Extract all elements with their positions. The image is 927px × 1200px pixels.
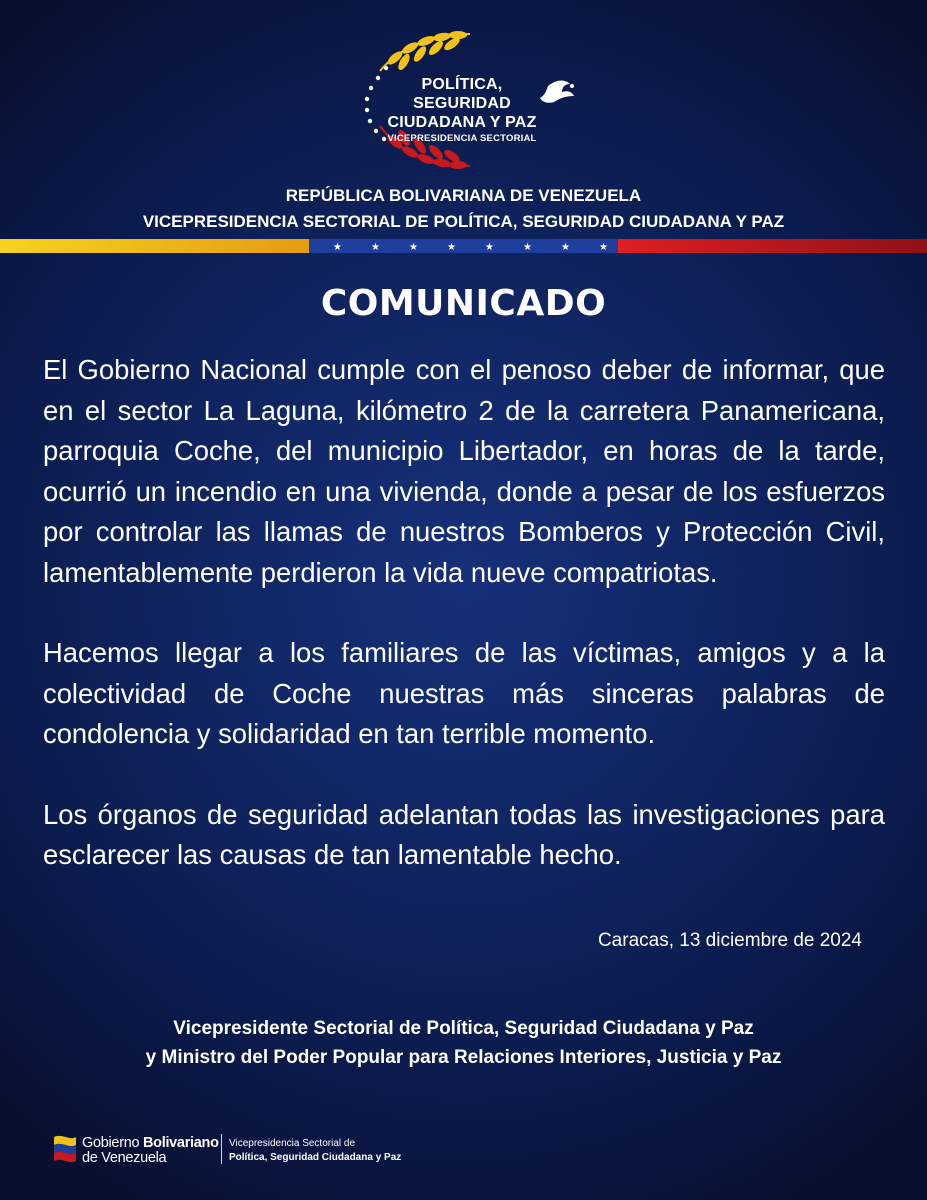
signature-line-1: Vicepresidente Sectorial de Política, Seguridad Ciudadana y Paz	[173, 1018, 754, 1039]
svg-text:★: ★	[371, 242, 380, 253]
header-line-1: REPÚBLICA BOLIVARIANA DE VENEZUELA	[285, 186, 642, 205]
paragraph-3: Los órganos de seguridad adelantan todas las investigaciones para esclarecer las causas de tan lamentable hecho.	[43, 798, 885, 870]
star-icon	[365, 66, 388, 141]
logo-line-1: POLÍTICA, SEGURIDAD	[413, 76, 511, 112]
venezuela-flag-icon	[52, 1133, 78, 1165]
svg-text:★: ★	[333, 242, 342, 253]
footer-vp-line-1: Vicepresidencia Sectorial de	[229, 1138, 356, 1149]
footer-gov-bold: Bolivariano	[142, 1135, 219, 1151]
footer-divider	[221, 1134, 222, 1164]
svg-text:★: ★	[409, 242, 418, 253]
header-line-2: VICEPRESIDENCIA SECTORIAL DE POLÍTICA, SEGURIDAD CIUDADANA Y PAZ	[142, 212, 785, 231]
footer-government-logo	[82, 1136, 219, 1166]
logo-text	[387, 75, 537, 145]
paragraph-2: Hacemos llegar a los familiares de las víctimas, amigos y a la colectividad de Coche nuestras más sinceras palabras de condolencia y solidaridad en tan terrible momento.	[43, 637, 885, 749]
dove-icon	[540, 81, 574, 103]
signature	[0, 1014, 927, 1072]
footer-gov-line-2: de Venezuela	[82, 1150, 167, 1166]
footer-vp-line-2: Política, Seguridad Ciudadana y Paz	[229, 1152, 402, 1163]
footer-gov-prefix: Gobierno	[82, 1135, 143, 1151]
date-line: Caracas, 13 diciembre de 2024	[597, 930, 862, 951]
svg-text:★: ★	[599, 242, 608, 253]
signature-line-2: y Ministro del Poder Popular para Relaciones Interiores, Justicia y Paz	[145, 1047, 782, 1068]
laurel-wreath-icon	[380, 31, 470, 72]
paragraph-1: El Gobierno Nacional cumple con el penoso deber de informar, que en el sector La Laguna, kilómetro 2 de la carretera Panamericana, parroquia Coche, del municipio Libertador, en horas de la tarde, ocurrió un incendio en una vivienda, donde a pesar de los esfuerzos por controlar las llamas de nuestros Bomberos y Protección Civil, lamentablemente perdieron la vida nueve compatriotas.	[43, 354, 885, 588]
header	[0, 183, 927, 235]
flag-bar	[0, 239, 927, 253]
communique-body	[43, 350, 885, 876]
svg-text:★: ★	[561, 242, 570, 253]
svg-text:★: ★	[447, 242, 456, 253]
logo-line-2: CIUDADANA Y PAZ	[387, 114, 537, 131]
svg-text:★: ★	[485, 242, 494, 253]
svg-text:★: ★	[523, 242, 532, 253]
footer-vicepresidency	[229, 1137, 401, 1165]
logo-line-3: VICEPRESIDENCIA SECTORIAL	[387, 133, 537, 144]
page-title: COMUNICADO	[320, 283, 607, 324]
